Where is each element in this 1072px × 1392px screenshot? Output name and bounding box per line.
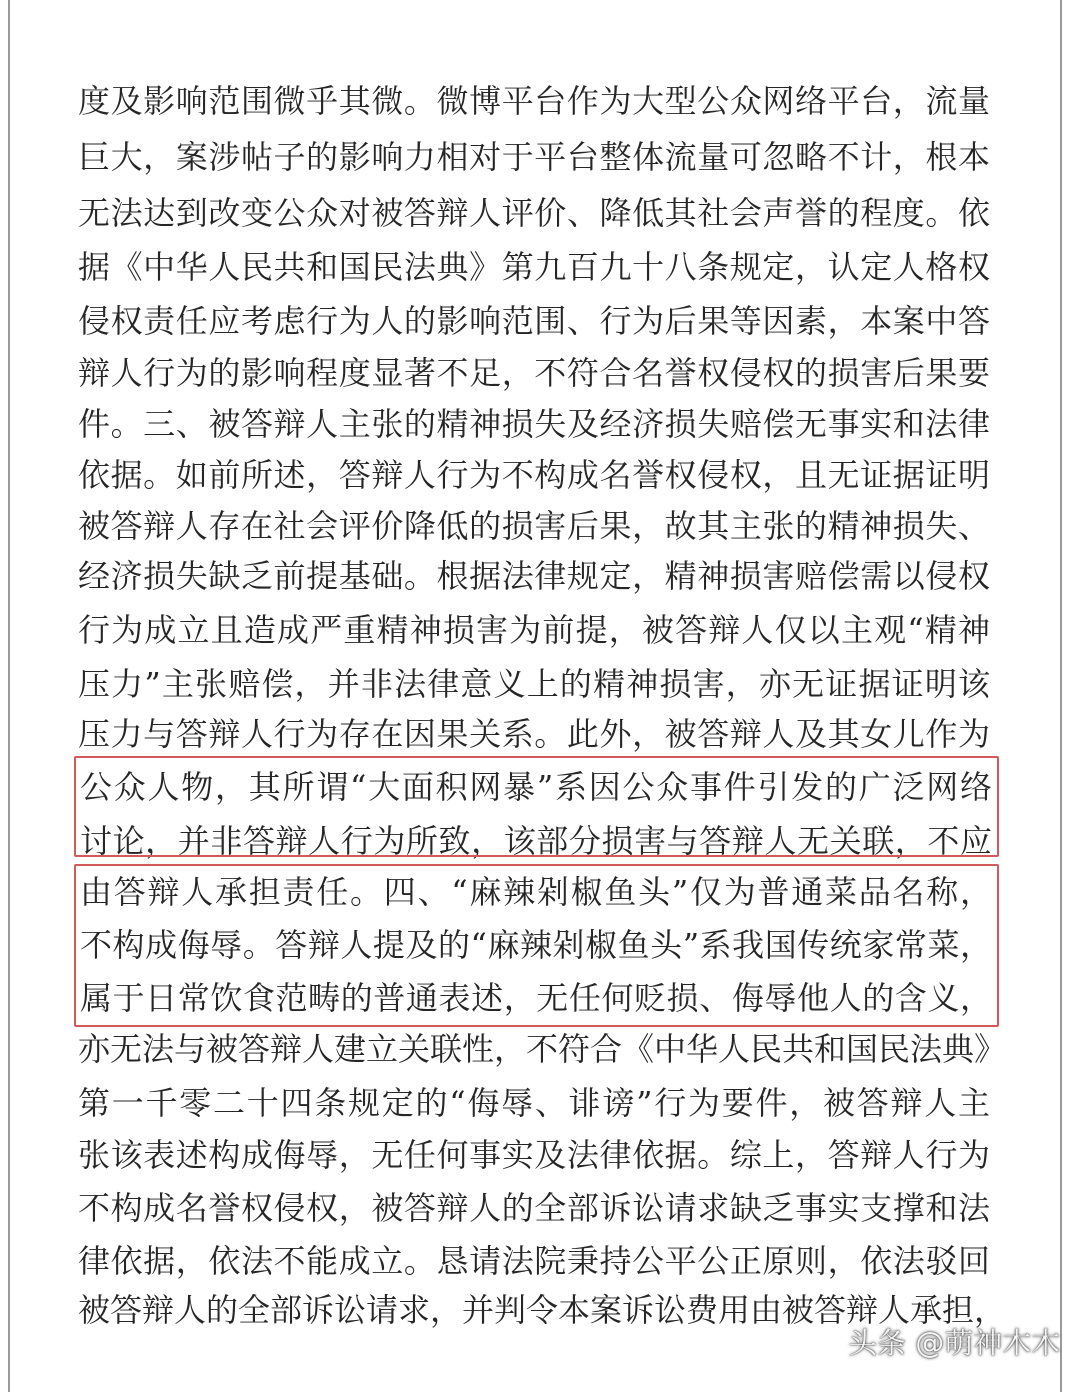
text-line-highlighted: 属于日常饮食范畴的普通表述，无任何贬损、侮辱他人的含义， (80, 979, 992, 1017)
text-line: 度及影响范围微乎其微。微博平台作为大型公众网络平台，流量 (78, 82, 990, 120)
text-line: 辩人行为的影响程度显著不足，不符合名誉权侵权的损害后果要 (78, 354, 990, 392)
text-line: 压力与答辩人行为存在因果关系。此外，被答辩人及其女儿作为 (78, 715, 990, 753)
text-line: 无法达到改变公众对被答辩人评价、降低其社会声誉的程度。依 (78, 194, 990, 232)
text-line-highlighted: 公众人物，其所谓“大面积网暴”系因公众事件引发的广泛网络 (80, 768, 992, 806)
text-line: 侵权责任应考虑行为人的影响范围、行为后果等因素，本案中答 (78, 302, 990, 340)
text-line: 据《中华人民共和国民法典》第九百九十八条规定，认定人格权 (78, 248, 990, 286)
text-line-highlighted: 不构成侮辱。答辩人提及的“麻辣剁椒鱼头”系我国传统家常菜， (80, 926, 992, 964)
text-line: 不构成名誉权侵权，被答辩人的全部诉讼请求缺乏事实支撑和法 (78, 1189, 990, 1227)
text-line: 第一千零二十四条规定的“侮辱、诽谤”行为要件，被答辩人主 (78, 1084, 990, 1122)
text-line: 行为成立且造成严重精神损害为前提，被答辩人仅以主观“精神 (78, 611, 990, 649)
text-line: 亦无法与被答辩人建立关联性，不符合《中华人民共和国民法典》 (78, 1030, 1007, 1068)
highlight-box-lower (74, 864, 999, 1027)
text-line: 巨大，案涉帖子的影响力相对于平台整体流量可忽略不计，根本 (78, 138, 990, 176)
page-border-right (1060, 0, 1062, 1392)
text-line-highlighted: 讨论，并非答辩人行为所致，该部分损害与答辩人无关联，不应 (80, 822, 992, 860)
text-line: 件。三、被答辩人主张的精神损失及经济损失赔偿无事实和法律 (78, 405, 990, 443)
page-border-left (8, 0, 10, 1392)
text-line-highlighted: 由答辩人承担责任。四、“麻辣剁椒鱼头”仅为普通菜品名称， (80, 873, 992, 911)
text-line: 被答辩人存在社会评价降低的损害后果，故其主张的精神损失、 (78, 507, 990, 545)
text-line: 被答辩人的全部诉讼请求，并判令本案诉讼费用由被答辩人承担， (78, 1291, 1007, 1329)
watermark: 头条 @萌神木木 (848, 1326, 1061, 1360)
text-line: 压力”主张赔偿，并非法律意义上的精神损害，亦无证据证明该 (78, 665, 990, 703)
text-line: 律依据，依法不能成立。恳请法院秉持公平公正原则，依法驳回 (78, 1242, 990, 1280)
text-line: 经济损失缺乏前提基础。根据法律规定，精神损害赔偿需以侵权 (78, 557, 990, 595)
highlight-box-upper (74, 756, 999, 857)
text-line: 张该表述构成侮辱，无任何事实及法律依据。综上，答辩人行为 (78, 1136, 990, 1174)
text-line: 依据。如前所述，答辩人行为不构成名誉权侵权，且无证据证明 (78, 456, 990, 494)
